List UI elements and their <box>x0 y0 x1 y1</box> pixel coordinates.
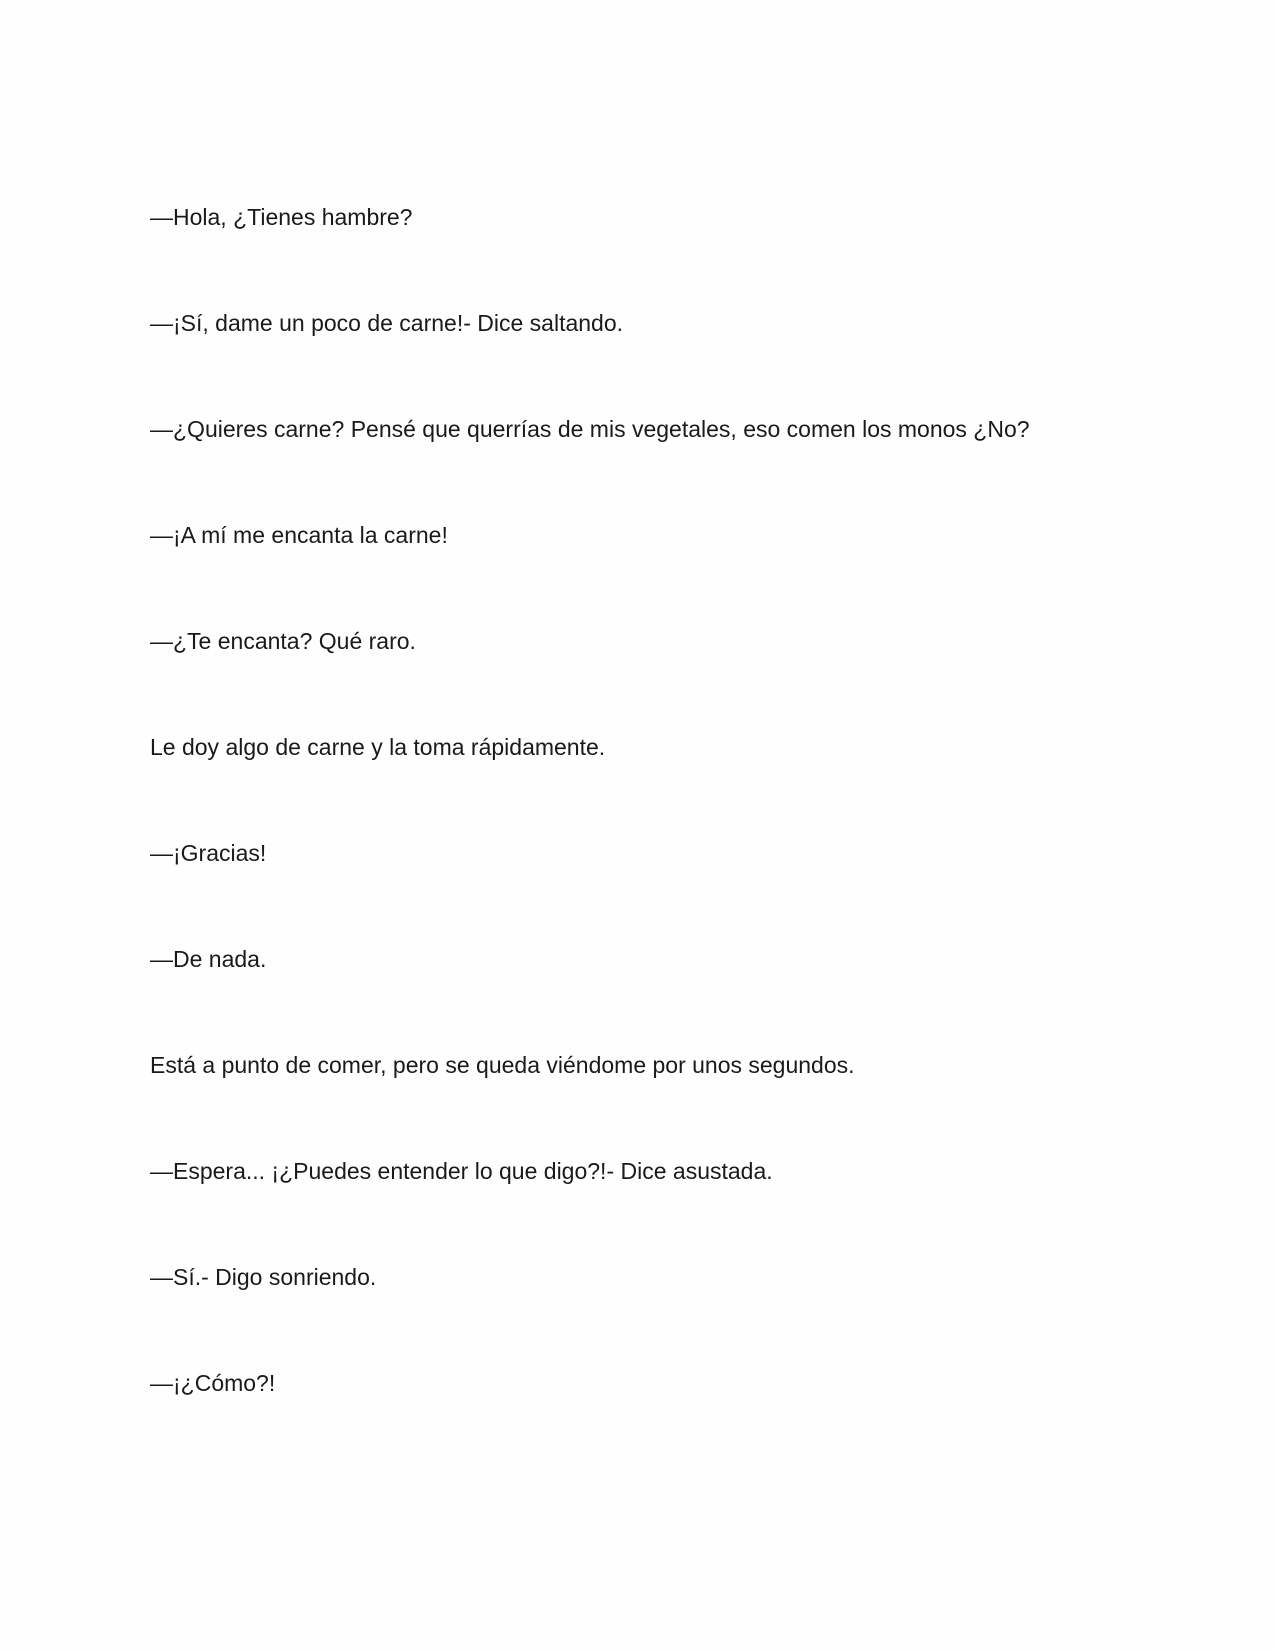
paragraph: —¡Sí, dame un poco de carne!- Dice saltando. <box>150 310 624 336</box>
paragraph: —Espera... ¡¿Puedes entender lo que digo?!- Dice asustada. <box>150 1158 773 1184</box>
paragraph: —Sí.- Digo sonriendo. <box>150 1264 377 1290</box>
paragraph: —¿Quieres carne? Pensé que querrías de mis vegetales, eso comen los monos ¿No? <box>150 416 1030 442</box>
paragraph: —¡Gracias! <box>150 840 267 866</box>
paragraph: —De nada. <box>150 946 267 972</box>
paragraph: —¿Te encanta? Qué raro. <box>150 628 416 654</box>
paragraph: Le doy algo de carne y la toma rápidamente. <box>150 734 606 760</box>
paragraph: —¡¿Cómo?! <box>150 1370 276 1396</box>
paragraph: Está a punto de comer, pero se queda viéndome por unos segundos. <box>150 1052 855 1078</box>
paragraph: —¡A mí me encanta la carne! <box>150 522 448 548</box>
paragraph: —Hola, ¿Tienes hambre? <box>150 204 413 230</box>
